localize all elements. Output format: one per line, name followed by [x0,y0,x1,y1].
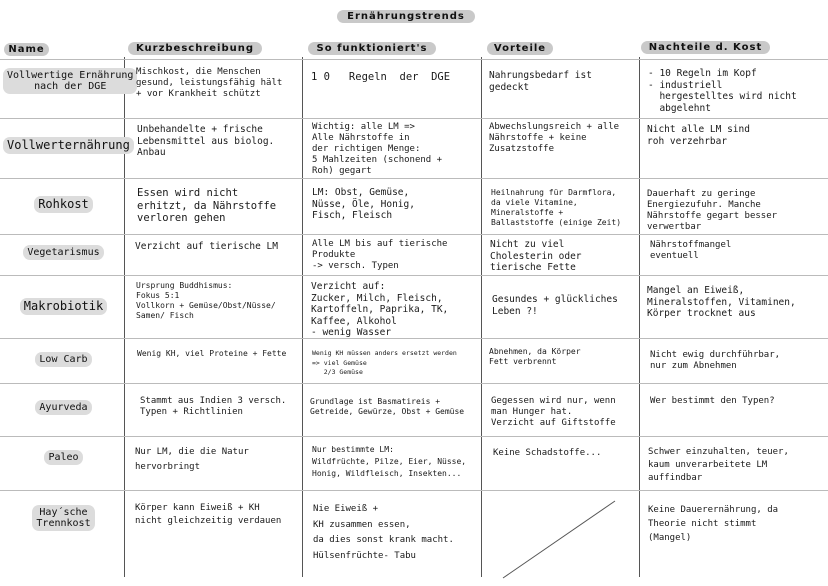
how-cell: Nie Eiweiß + KH zusammen essen, da dies sonst krank macht. Hülsenfrüchte- Tabu [313,504,454,561]
pros-cell: Heilnahrung für Darmflora, da viele Vitamine, Mineralstoffe + Ballaststoffe (einige Zeit) [491,188,622,227]
pros-cell: Abwechslungsreich + alle Nährstoffe + keine Zusatzstoffe [489,122,620,154]
header-name: Name [4,43,49,56]
cons-cell: Nicht ewig durchführbar, nur zum Abnehmen [650,350,781,371]
description-cell: Mischkost, die Menschen gesund, leistungsfähig hält + vor Krankheit schützt [136,67,283,99]
header-how: So funktioniert's [308,42,436,55]
column-divider [481,57,482,577]
row-divider [0,234,828,235]
row-label: Vollwerternährung [3,137,124,154]
how-cell: Grundlage ist Basmatireis + Getreide, Gewürze, Obst + Gemüse [310,397,465,416]
header-description: Kurzbeschreibung [128,42,262,55]
row-divider [0,118,828,119]
description-cell: Nur LM, die die Natur hervorbringt [135,447,249,472]
row-divider [0,383,828,384]
cons-cell: Nicht alle LM sind roh verzehrbar [647,124,750,147]
description-cell: Essen wird nicht erhitzt, da Nährstoffe verloren gehen [137,187,277,224]
cons-cell: Wer bestimmt den Typen? [650,396,775,406]
pros-cell: Nicht zu viel Cholesterin oder tierische Fette [490,239,582,273]
row-label: Makrobiotik [3,298,124,315]
how-cell: 1 0 Regeln der DGE [311,72,451,83]
row-divider [0,436,828,437]
description-cell: Körper kann Eiweiß + KH nicht gleichzeitig verdauen [135,503,282,526]
column-divider [124,57,125,577]
row-label: Ayurveda [3,400,124,415]
how-cell: Wichtig: alle LM => Alle Nährstoffe in der richtigen Menge: 5 Mahlzeiten (schonend + Roh) gegart [312,122,443,176]
pros-cell: Keine Schadstoffe... [493,448,602,458]
how-cell: Alle LM bis auf tierische Produkte -> versch. Typen [312,239,448,271]
header-pros: Vorteile [487,42,553,55]
row-divider [0,490,828,491]
header-cons: Nachteile d. Kost [641,41,770,54]
cons-cell: Nährstoffmangel eventuell [650,240,732,261]
row-label: Low Carb [3,352,124,367]
description-cell: Wenig KH, viel Proteine + Fette [137,349,287,358]
row-label: Vollwertige Ernährung nach der DGE [3,68,124,94]
row-label: Hay´sche Trennkost [3,505,124,531]
description-cell: Ursprung Buddhismus: Fokus 5:1 Vollkorn + Gemüse/Obst/Nüsse/ Samen/ Fisch [136,281,276,320]
strikethrough-line [495,496,625,582]
row-label: Rohkost [3,196,124,213]
cons-cell: Dauerhaft zu geringe Energiezufuhr. Manche Nährstoffe gegart besser verwertbar [647,189,778,232]
how-cell: Wenig KH müssen anders ersetzt werden => viel Gemüse 2/3 Gemüse [312,349,457,376]
pros-cell: Gesundes + glückliches Leben ?! [492,294,618,317]
pros-cell: Nahrungsbedarf ist gedeckt [489,70,592,93]
description-cell: Unbehandelte + frische Lebensmittel aus biolog. Anbau [137,124,275,158]
column-divider [302,57,303,577]
cons-cell: Mangel an Eiweiß, Mineralstoffen, Vitaminen, Körper trocknet aus [647,285,796,319]
cons-cell: - 10 Regeln im Kopf - industriell hergestelltes wird nicht abgelehnt [648,68,797,114]
pros-cell: Gegessen wird nur, wenn man Hunger hat. Verzicht auf Giftstoffe [491,396,616,428]
row-divider [0,59,828,60]
description-cell: Stammt aus Indien 3 versch. Typen + Richtlinien [140,396,287,417]
row-label: Vegetarismus [3,245,124,260]
cons-cell: Schwer einzuhalten, teuer, kaum unverarbeitete LM auffindbar [648,447,789,483]
how-cell: LM: Obst, Gemüse, Nüsse, Öle, Honig, Fisch, Fleisch [312,187,415,221]
row-label: Paleo [3,450,124,465]
pros-cell: Abnehmen, da Körper Fett verbrennt [489,347,581,366]
page-title: Ernährungstrends [337,10,475,23]
cons-cell: Keine Dauerernährung, da Theorie nicht stimmt (Mangel) [648,505,779,543]
how-cell: Nur bestimmte LM: Wildfrüchte, Pilze, Eier, Nüsse, Honig, Wildfleisch, Insekten... [312,445,467,478]
column-divider [639,57,640,577]
description-cell: Verzicht auf tierische LM [135,241,278,252]
row-divider [0,275,828,276]
how-cell: Verzicht auf: Zucker, Milch, Fleisch, Kartoffeln, Paprika, TK, Kaffee, Alkohol - wenig Wasser [311,281,449,338]
row-divider [0,178,828,179]
